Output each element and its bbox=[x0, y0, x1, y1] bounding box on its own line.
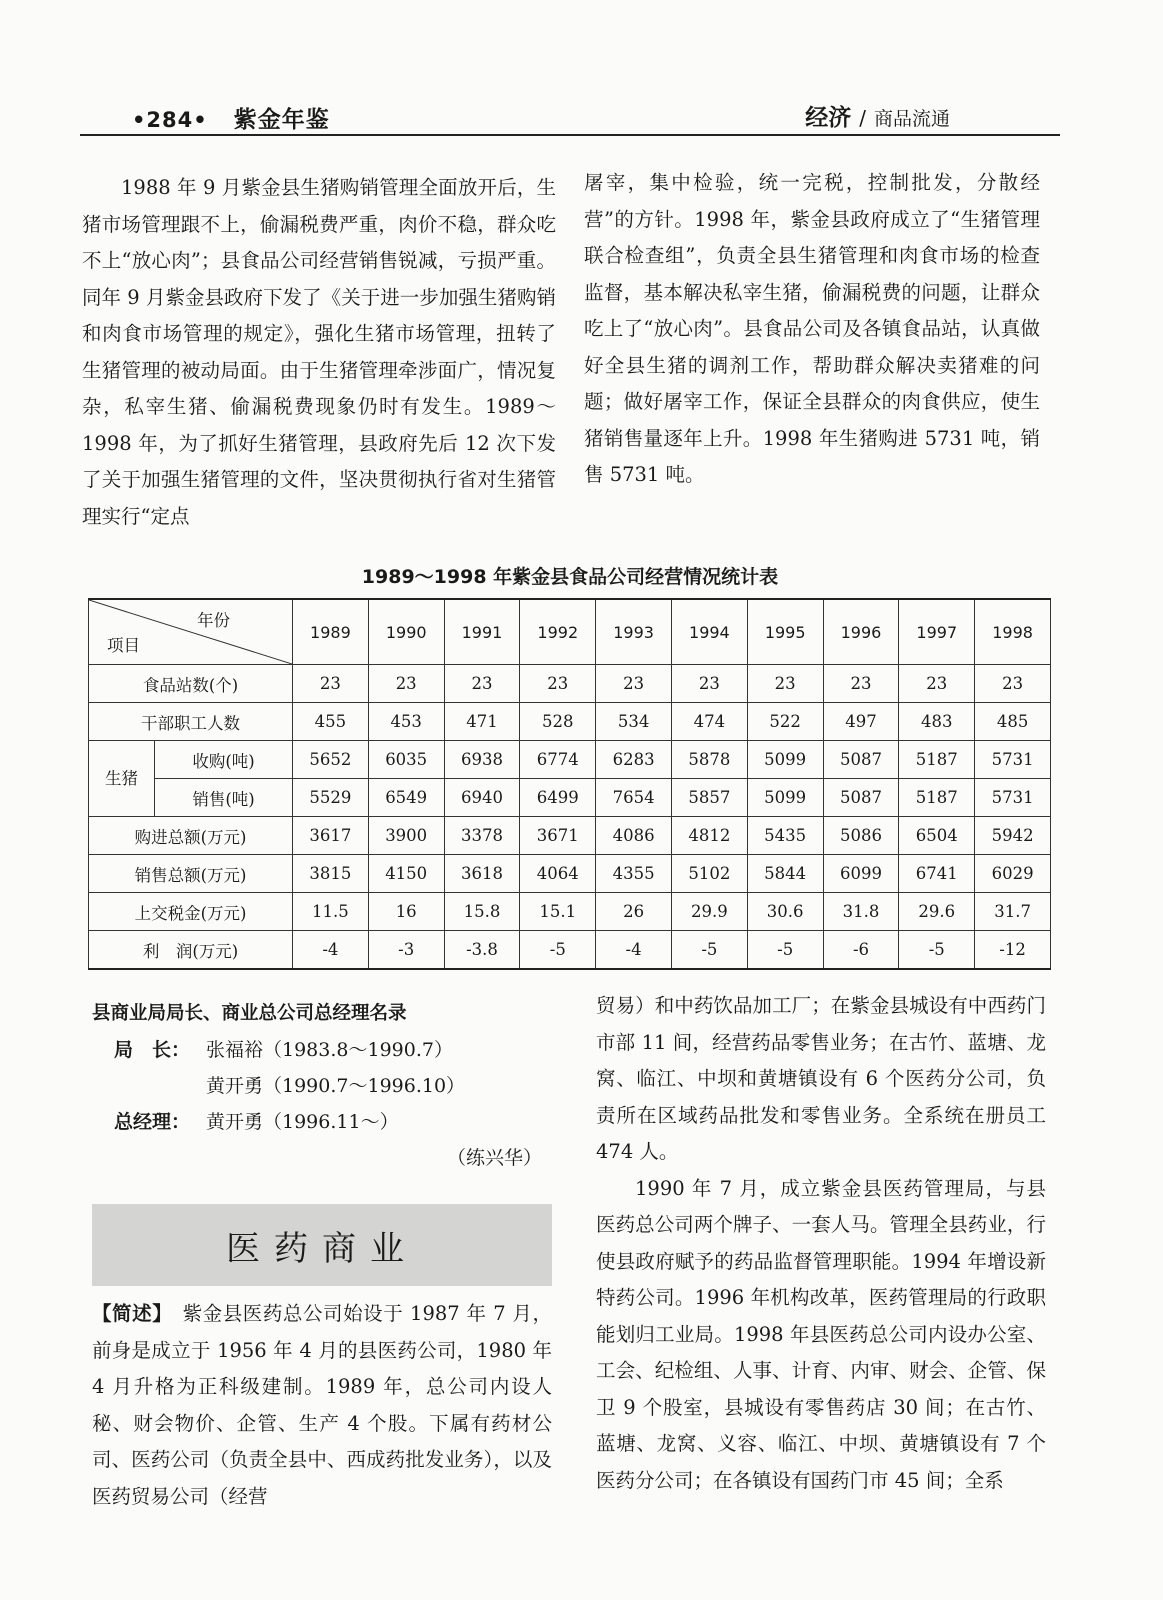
table-cell: 5435 bbox=[747, 817, 823, 855]
table-cell: 5857 bbox=[671, 779, 747, 817]
table-cell: 5087 bbox=[823, 779, 899, 817]
column-4 bbox=[596, 988, 1046, 1499]
header-left bbox=[132, 101, 330, 134]
row-label: 利 润(万元) bbox=[89, 931, 293, 970]
author-credit: （练兴华） bbox=[446, 1147, 542, 1169]
table-corner bbox=[89, 599, 293, 665]
year-cell: 1991 bbox=[444, 599, 520, 665]
year-cell: 1989 bbox=[293, 599, 369, 665]
table-cell: 3618 bbox=[444, 855, 520, 893]
table-row bbox=[89, 893, 1051, 931]
table-cell: 6035 bbox=[368, 741, 444, 779]
row-label: 购进总额(万元) bbox=[89, 817, 293, 855]
table-cell: 29.6 bbox=[899, 893, 975, 931]
year-cell: 1996 bbox=[823, 599, 899, 665]
paragraph-summary bbox=[92, 1296, 552, 1515]
table-cell: 31.7 bbox=[975, 893, 1051, 931]
table-cell: 5099 bbox=[747, 779, 823, 817]
table-cell: 3378 bbox=[444, 817, 520, 855]
table-cell: 23 bbox=[444, 665, 520, 703]
table-cell: 5731 bbox=[975, 779, 1051, 817]
table-cell: 4812 bbox=[671, 817, 747, 855]
table-cell: 5187 bbox=[899, 741, 975, 779]
table-cell: 3900 bbox=[368, 817, 444, 855]
table-row bbox=[89, 931, 1051, 970]
table-cell: 5731 bbox=[975, 741, 1051, 779]
year-cell: 1994 bbox=[671, 599, 747, 665]
table-cell: 483 bbox=[899, 703, 975, 741]
year-cell: 1998 bbox=[975, 599, 1051, 665]
table-cell: -3 bbox=[368, 931, 444, 970]
table-cell: 528 bbox=[520, 703, 596, 741]
table-cell: 6499 bbox=[520, 779, 596, 817]
table-cell: 31.8 bbox=[823, 893, 899, 931]
table-cell: 4150 bbox=[368, 855, 444, 893]
table-cell: -5 bbox=[899, 931, 975, 970]
table-cell: 23 bbox=[596, 665, 672, 703]
table-row bbox=[89, 665, 1051, 703]
table-cell: 16 bbox=[368, 893, 444, 931]
page-number: •284• bbox=[132, 108, 208, 132]
table-cell: 3815 bbox=[293, 855, 369, 893]
gm-entry: 黄开勇（1996.11～） bbox=[206, 1111, 399, 1133]
row-label: 干部职工人数 bbox=[89, 703, 293, 741]
row-label: 食品站数(个) bbox=[89, 665, 293, 703]
table-cell: 5087 bbox=[823, 741, 899, 779]
header-right bbox=[805, 99, 950, 132]
paragraph-pig-management: 1988 年 9 月紫金县生猪购销管理全面放开后，生猪市场管理跟不上，偷漏税费严重，肉价不稳，群众吃不上“放心肉”；县食品公司经营销售锐减，亏损严重。同年 9 月紫金县政府下发了《关于进一步加强生猪购销和肉食市场管理的规定》，强化生猪市场管理，扭转了生猪管理的被动局面。由于生猪管理牵涉面广，情况复杂，私宰生猪、偷漏税费现象仍时有发生。1989～1998 年，为了抓好生猪管理，县政府先后 12 次下发了关于加强生猪管理的文件，坚决贯彻执行省对生猪管理实行“定点 bbox=[82, 176, 556, 528]
table-cell: 6283 bbox=[596, 741, 672, 779]
table-cell: 4355 bbox=[596, 855, 672, 893]
table-cell: 453 bbox=[368, 703, 444, 741]
table-cell: -5 bbox=[671, 931, 747, 970]
summary-text: 紫金县医药总公司始设于 1987 年 7 月，前身是成立于 1956 年 4 月的县医药公司，1980 年 4 月升格为正科级建制。1989 年，总公司内设人秘、财会物价、企管、生产 4 个股。下属有药材公司、医药公司（负责全县中、西成药批发业务），以及医药贸易公司（经营 bbox=[92, 1302, 552, 1508]
table-cell: 23 bbox=[368, 665, 444, 703]
roster-line bbox=[92, 1032, 562, 1068]
table-cell: 23 bbox=[823, 665, 899, 703]
table-cell: -4 bbox=[596, 931, 672, 970]
table-cell: 6549 bbox=[368, 779, 444, 817]
table-cell: 3671 bbox=[520, 817, 596, 855]
table-cell: -5 bbox=[520, 931, 596, 970]
table-row bbox=[89, 817, 1051, 855]
table-cell: -6 bbox=[823, 931, 899, 970]
table-cell: 6099 bbox=[823, 855, 899, 893]
director-entry: 张福裕（1983.8～1990.7） bbox=[206, 1039, 453, 1061]
corner-item-label: 项目 bbox=[107, 636, 140, 655]
table-cell: 6741 bbox=[899, 855, 975, 893]
table-cell: 26 bbox=[596, 893, 672, 931]
table-cell: 30.6 bbox=[747, 893, 823, 931]
year-cell: 1992 bbox=[520, 599, 596, 665]
column-2 bbox=[584, 165, 1040, 494]
pig-group-label: 生猪 bbox=[89, 741, 155, 817]
gm-label: 总经理： bbox=[114, 1111, 191, 1133]
table-row bbox=[89, 741, 1051, 779]
table-cell: 497 bbox=[823, 703, 899, 741]
table-cell: 5099 bbox=[747, 741, 823, 779]
summary-lead: 【简述】 bbox=[92, 1302, 163, 1325]
table-cell: 7654 bbox=[596, 779, 672, 817]
corner-year-label: 年份 bbox=[197, 611, 230, 630]
table-cell: 5878 bbox=[671, 741, 747, 779]
table-cell: 5844 bbox=[747, 855, 823, 893]
table-cell: 485 bbox=[975, 703, 1051, 741]
paragraph-pig-management-cont: 屠宰，集中检验，统一完税，控制批发，分散经营”的方针。1998 年，紫金县政府成立了“生猪管理联合检查组”，负责全县生猪管理和肉食市场的检查监督，基本解决私宰生猪，偷漏税费的问题，让群众吃上了“放心肉”。县食品公司及各镇食品站，认真做好全县生猪的调剂工作，帮助群众解决卖猪难的问题；做好屠宰工作，保证全县群众的肉食供应，使生猪销售量逐年上升。1998 年生猪购进 5731 吨，销售 5731 吨。 bbox=[584, 171, 1040, 486]
director-label: 局 长： bbox=[114, 1039, 191, 1061]
stats-table bbox=[88, 598, 1051, 970]
table-cell: 23 bbox=[293, 665, 369, 703]
header-rule bbox=[80, 134, 1060, 136]
table-cell: 6938 bbox=[444, 741, 520, 779]
table-row bbox=[89, 703, 1051, 741]
year-cell: 1995 bbox=[747, 599, 823, 665]
table-cell: 15.8 bbox=[444, 893, 520, 931]
table-header-row bbox=[89, 599, 1051, 665]
column-1 bbox=[82, 170, 556, 535]
table-cell: -12 bbox=[975, 931, 1051, 970]
director-entry: 黄开勇（1990.7～1996.10） bbox=[206, 1075, 466, 1097]
table-cell: 23 bbox=[671, 665, 747, 703]
table-cell: -5 bbox=[747, 931, 823, 970]
table-title: 1989～1998 年紫金县食品公司经营情况统计表 bbox=[361, 566, 779, 588]
year-cell: 1993 bbox=[596, 599, 672, 665]
paragraph-pharma-2: 1990 年 7 月，成立紫金县医药管理局，与县医药总公司两个牌子、一套人马。管理全县药业，行使县政府赋予的药品监督管理职能。1994 年增设新特药公司。1996 年机构改革，医药管理局的行政职能划归工业局。1998 年县医药总公司内设办公室、工会、纪检组、人事、计育、内审、财会、企管、保卫 9 个股室，县城设有零售药店 30 间；在古竹、蓝塘、龙窝、义容、临江、中坝、黄塘镇设有 7 个医药分公司；在各镇设有国药门市 45 间；全系 bbox=[596, 1176, 1046, 1492]
book-title: 紫金年鉴 bbox=[233, 107, 330, 133]
table-cell: 11.5 bbox=[293, 893, 369, 931]
table-cell: -4 bbox=[293, 931, 369, 970]
section-main: 经济 bbox=[805, 105, 852, 131]
section-sub: 商品流通 bbox=[873, 108, 950, 130]
table-cell: -3.8 bbox=[444, 931, 520, 970]
table-cell: 455 bbox=[293, 703, 369, 741]
table-cell: 5086 bbox=[823, 817, 899, 855]
row-label: 上交税金(万元) bbox=[89, 893, 293, 931]
roster-title: 县商业局局长、商业总公司总经理名录 bbox=[92, 1003, 407, 1024]
row-label: 销售(吨) bbox=[155, 779, 293, 817]
table-cell: 6774 bbox=[520, 741, 596, 779]
table-cell: 23 bbox=[975, 665, 1051, 703]
table-cell: 23 bbox=[747, 665, 823, 703]
table-cell: 23 bbox=[520, 665, 596, 703]
table-cell: 534 bbox=[596, 703, 672, 741]
roster-line bbox=[92, 1068, 562, 1104]
table-cell: 3617 bbox=[293, 817, 369, 855]
section-heading: 医药商业 bbox=[92, 1204, 552, 1286]
row-label: 销售总额(万元) bbox=[89, 855, 293, 893]
table-cell: 474 bbox=[671, 703, 747, 741]
table-cell: 6504 bbox=[899, 817, 975, 855]
table-cell: 29.9 bbox=[671, 893, 747, 931]
table-row bbox=[89, 779, 1051, 817]
table-cell: 5652 bbox=[293, 741, 369, 779]
table-cell: 471 bbox=[444, 703, 520, 741]
roster-line bbox=[92, 1104, 562, 1140]
table-cell: 23 bbox=[899, 665, 975, 703]
table-cell: 522 bbox=[747, 703, 823, 741]
table-cell: 5187 bbox=[899, 779, 975, 817]
year-cell: 1997 bbox=[899, 599, 975, 665]
leader-roster bbox=[92, 996, 562, 1176]
table-cell: 4064 bbox=[520, 855, 596, 893]
table-row bbox=[89, 855, 1051, 893]
table-cell: 6029 bbox=[975, 855, 1051, 893]
row-label: 收购(吨) bbox=[155, 741, 293, 779]
table-cell: 15.1 bbox=[520, 893, 596, 931]
column-3 bbox=[92, 1296, 552, 1515]
page-header bbox=[80, 95, 1060, 135]
table-cell: 6940 bbox=[444, 779, 520, 817]
header-slash: / bbox=[859, 106, 866, 130]
table-cell: 5102 bbox=[671, 855, 747, 893]
paragraph-pharma-1: 贸易）和中药饮品加工厂；在紫金县城设有中西药门市部 11 间，经营药品零售业务；在古竹、蓝塘、龙窝、临江、中坝和黄塘镇设有 6 个医药分公司，负责所在区域药品批发和零售业务。全系统在册员工 474 人。 bbox=[596, 994, 1046, 1163]
table-cell: 4086 bbox=[596, 817, 672, 855]
year-cell: 1990 bbox=[368, 599, 444, 665]
table-cell: 5942 bbox=[975, 817, 1051, 855]
table-cell: 5529 bbox=[293, 779, 369, 817]
